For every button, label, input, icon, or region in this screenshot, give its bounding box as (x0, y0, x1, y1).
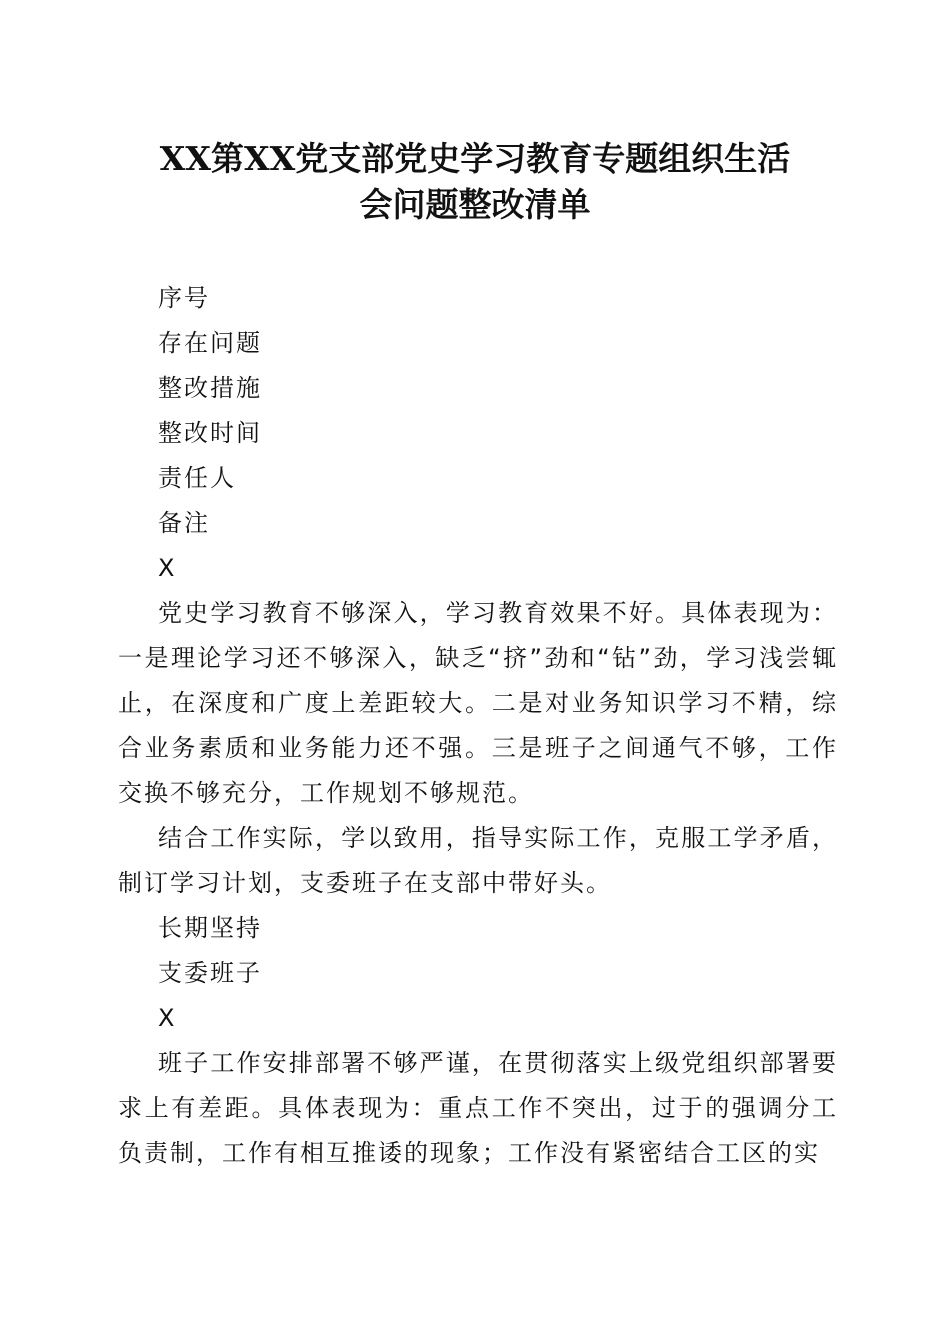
header-label-remarks: 备注 (158, 509, 210, 537)
header-label-serial: 序号 (158, 284, 210, 312)
item-2-serial: X (158, 1004, 177, 1032)
item-2-issue: 班子工作安排部署不够严谨，在贯彻落实上级党组织部署要求上有差距。具体表现为：重点工作不突出，过于的强调分工负责制，工作有相互推诿的现象；工作没有紧密结合工区的实 (118, 1049, 838, 1167)
item-1-serial: X (158, 554, 177, 582)
item-1-measures: 结合工作实际，学以致用，指导实际工作，克服工学矛盾，制订学习计划，支委班子在支部中带好头。 (118, 824, 838, 897)
document-body (118, 276, 838, 1176)
item-1-issue: 党史学习教育不够深入，学习教育效果不好。具体表现为：一是理论学习还不够深入，缺乏“挤”劲和“钻”劲，学习浅尝辄止，在深度和广度上差距较大。二是对业务知识学习不精，综合业务素质和业务能力还不强。三是班子之间通气不够，工作交换不够充分，工作规划不够规范。 (118, 599, 838, 807)
header-label-issue: 存在问题 (158, 329, 262, 357)
item-1-deadline: 长期坚持 (158, 914, 262, 942)
header-label-responsible: 责任人 (158, 464, 236, 492)
item-1-responsible: 支委班子 (158, 959, 262, 987)
title-line-2: 会问题整改清单 (359, 185, 591, 224)
header-label-deadline: 整改时间 (158, 419, 262, 447)
document-title (100, 136, 850, 228)
title-line-1: XX第XX党支部党史学习教育专题组织生活 (159, 139, 791, 178)
header-label-measures: 整改措施 (158, 374, 262, 402)
